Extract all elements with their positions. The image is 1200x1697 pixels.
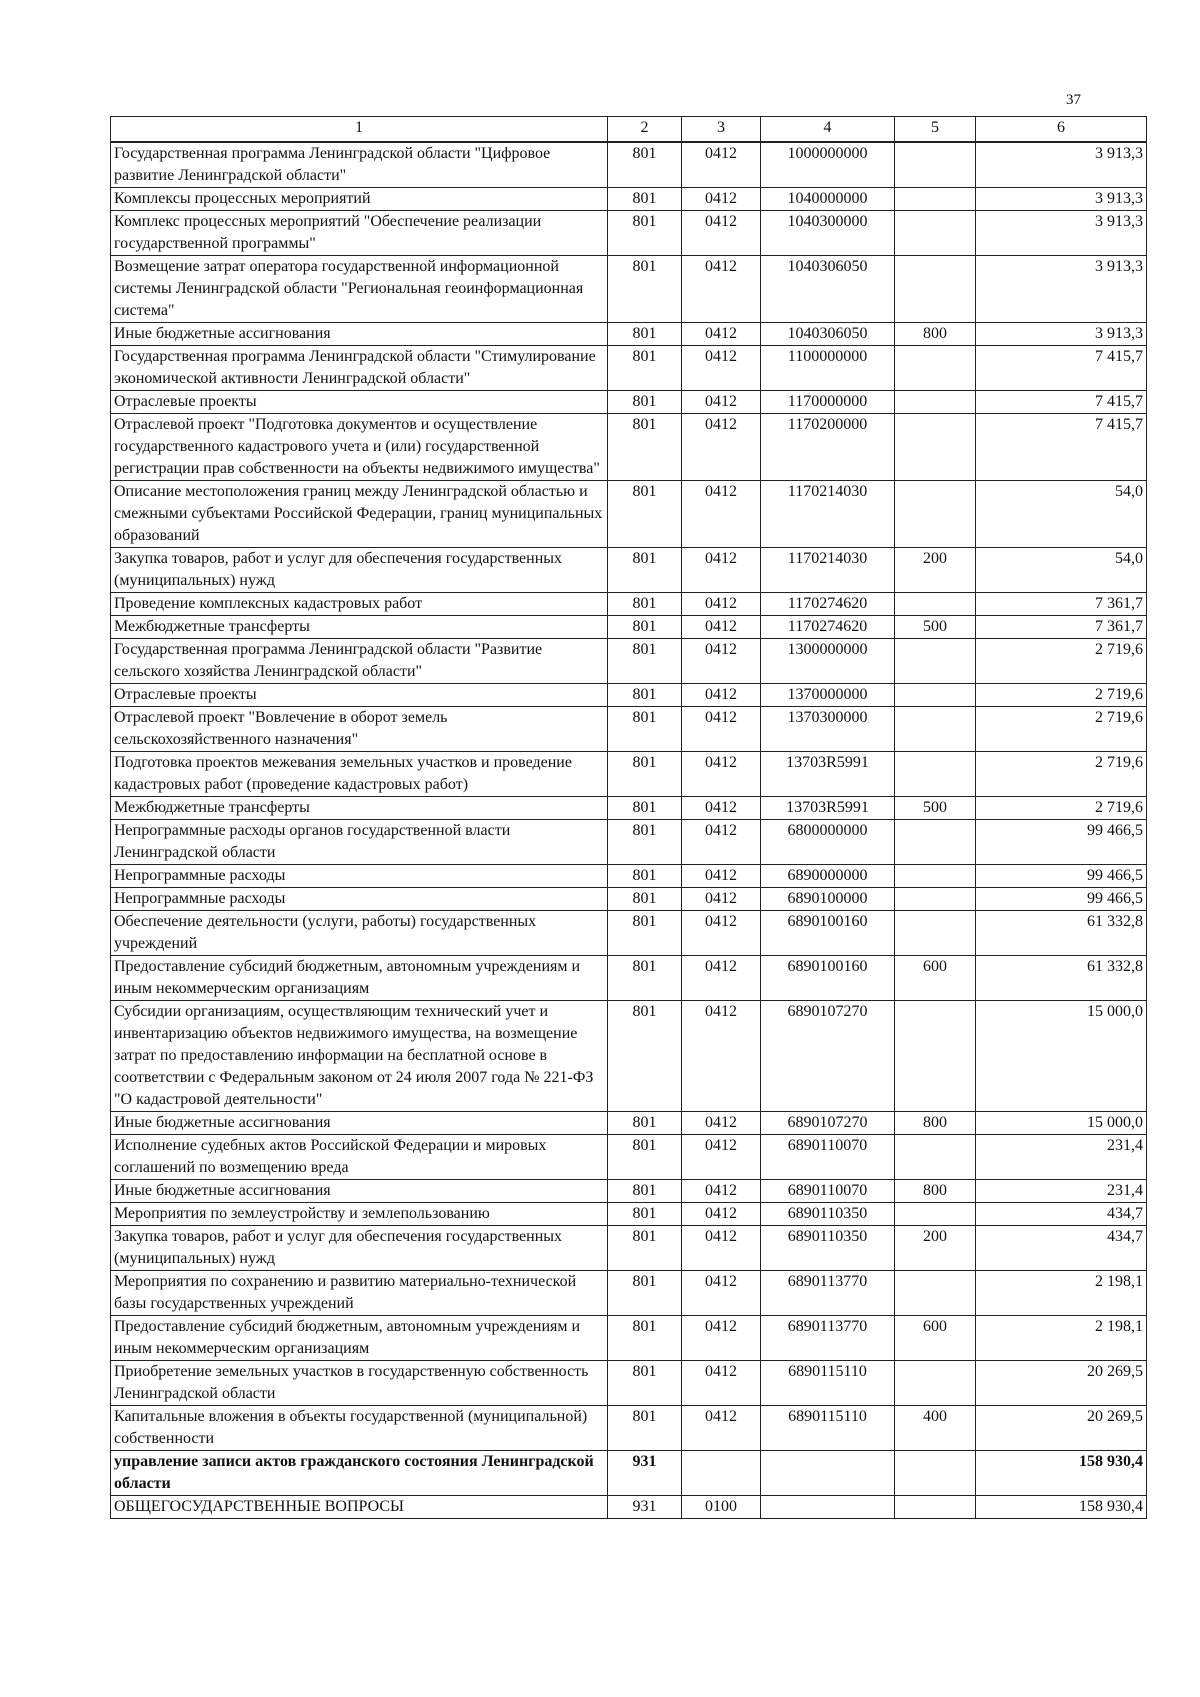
target-article-cell: 1370000000 xyxy=(761,684,895,707)
section-code-cell: 0412 xyxy=(682,888,761,911)
ministry-code-cell: 801 xyxy=(608,1203,682,1226)
target-article-cell xyxy=(761,1496,895,1519)
table-row xyxy=(111,142,1147,188)
section-code-cell: 0412 xyxy=(682,865,761,888)
expense-type-cell xyxy=(895,1203,976,1226)
ministry-code-cell: 801 xyxy=(608,1361,682,1406)
amount-cell: 231,4 xyxy=(976,1180,1147,1203)
ministry-code-cell: 801 xyxy=(608,616,682,639)
column-header: 6 xyxy=(976,117,1147,143)
table-row xyxy=(111,1001,1147,1112)
target-article-cell xyxy=(761,1451,895,1496)
item-name-cell: Межбюджетные трансферты xyxy=(111,797,608,820)
expense-type-cell xyxy=(895,142,976,188)
expense-type-cell xyxy=(895,188,976,211)
section-code-cell xyxy=(682,1451,761,1496)
expense-type-cell: 500 xyxy=(895,616,976,639)
section-code-cell: 0412 xyxy=(682,188,761,211)
ministry-code-cell: 801 xyxy=(608,1112,682,1135)
table-row xyxy=(111,888,1147,911)
expense-type-cell xyxy=(895,1001,976,1112)
table-row xyxy=(111,323,1147,346)
item-name-cell: Непрограммные расходы xyxy=(111,865,608,888)
target-article-cell: 1040306050 xyxy=(761,256,895,323)
item-name-cell: Иные бюджетные ассигнования xyxy=(111,1112,608,1135)
amount-cell: 20 269,5 xyxy=(976,1361,1147,1406)
section-code-cell: 0412 xyxy=(682,820,761,865)
item-name-cell: Исполнение судебных актов Российской Федерации и мировых соглашений по возмещению вреда xyxy=(111,1135,608,1180)
expense-type-cell xyxy=(895,391,976,414)
item-name-cell: Иные бюджетные ассигнования xyxy=(111,1180,608,1203)
item-name-cell: Комплексы процессных мероприятий xyxy=(111,188,608,211)
item-name-cell: Непрограммные расходы xyxy=(111,888,608,911)
expense-type-cell xyxy=(895,752,976,797)
target-article-cell: 6890100160 xyxy=(761,956,895,1001)
target-article-cell: 1100000000 xyxy=(761,346,895,391)
ministry-code-cell: 801 xyxy=(608,593,682,616)
ministry-code-cell: 801 xyxy=(608,346,682,391)
ministry-code-cell: 801 xyxy=(608,1135,682,1180)
expense-type-cell: 500 xyxy=(895,797,976,820)
item-name-cell: Субсидии организациям, осуществляющим технический учет и инвентаризацию объектов недвижимого имущества, на возмещение затрат по предоставлению информации на бесплатной основе в соответствии с Федеральным законом от 24 июля 2007 года № 221-ФЗ "О кадастровой деятельности" xyxy=(111,1001,608,1112)
expense-type-cell: 800 xyxy=(895,1112,976,1135)
section-code-cell: 0412 xyxy=(682,548,761,593)
expense-type-cell: 800 xyxy=(895,1180,976,1203)
table-row xyxy=(111,1451,1147,1496)
ministry-code-cell: 801 xyxy=(608,481,682,548)
amount-cell: 54,0 xyxy=(976,548,1147,593)
section-code-cell: 0412 xyxy=(682,1180,761,1203)
amount-cell: 61 332,8 xyxy=(976,956,1147,1001)
target-article-cell: 6890107270 xyxy=(761,1112,895,1135)
item-name-cell: Иные бюджетные ассигнования xyxy=(111,323,608,346)
target-article-cell: 1170200000 xyxy=(761,414,895,481)
target-article-cell: 1170214030 xyxy=(761,481,895,548)
amount-cell: 2 719,6 xyxy=(976,639,1147,684)
amount-cell: 99 466,5 xyxy=(976,888,1147,911)
target-article-cell: 6890115110 xyxy=(761,1361,895,1406)
expense-type-cell xyxy=(895,346,976,391)
section-code-cell: 0412 xyxy=(682,1361,761,1406)
table-row xyxy=(111,1203,1147,1226)
item-name-cell: Предоставление субсидий бюджетным, автономным учреждениям и иным некоммерческим организациям xyxy=(111,1316,608,1361)
ministry-code-cell: 801 xyxy=(608,323,682,346)
amount-cell: 434,7 xyxy=(976,1226,1147,1271)
table-row xyxy=(111,865,1147,888)
target-article-cell: 6890110350 xyxy=(761,1203,895,1226)
expense-type-cell xyxy=(895,256,976,323)
expense-type-cell xyxy=(895,593,976,616)
expense-type-cell xyxy=(895,888,976,911)
page-number: 37 xyxy=(1066,92,1081,108)
target-article-cell: 1040300000 xyxy=(761,211,895,256)
expense-type-cell xyxy=(895,481,976,548)
amount-cell: 7 361,7 xyxy=(976,616,1147,639)
target-article-cell: 1170274620 xyxy=(761,616,895,639)
ministry-code-cell: 801 xyxy=(608,820,682,865)
ministry-code-cell: 801 xyxy=(608,211,682,256)
table-body xyxy=(111,142,1147,1519)
ministry-code-cell: 801 xyxy=(608,639,682,684)
expense-type-cell xyxy=(895,911,976,956)
target-article-cell: 6800000000 xyxy=(761,820,895,865)
ministry-code-cell: 801 xyxy=(608,1271,682,1316)
section-code-cell: 0412 xyxy=(682,1112,761,1135)
item-name-cell: Непрограммные расходы органов государственной власти Ленинградской области xyxy=(111,820,608,865)
amount-cell: 15 000,0 xyxy=(976,1112,1147,1135)
ministry-code-cell: 801 xyxy=(608,1001,682,1112)
section-code-cell: 0412 xyxy=(682,616,761,639)
section-code-cell: 0412 xyxy=(682,752,761,797)
item-name-cell: Капитальные вложения в объекты государственной (муниципальной) собственности xyxy=(111,1406,608,1451)
amount-cell: 434,7 xyxy=(976,1203,1147,1226)
target-article-cell: 6890110350 xyxy=(761,1226,895,1271)
item-name-cell: Межбюджетные трансферты xyxy=(111,616,608,639)
expense-type-cell xyxy=(895,414,976,481)
amount-cell: 2 719,6 xyxy=(976,707,1147,752)
target-article-cell: 1040306050 xyxy=(761,323,895,346)
item-name-cell: Государственная программа Ленинградской области "Цифровое развитие Ленинградской области" xyxy=(111,142,608,188)
section-code-cell: 0412 xyxy=(682,391,761,414)
amount-cell: 2 719,6 xyxy=(976,797,1147,820)
amount-cell: 3 913,3 xyxy=(976,142,1147,188)
ministry-code-cell: 801 xyxy=(608,1226,682,1271)
amount-cell: 7 415,7 xyxy=(976,391,1147,414)
table-row xyxy=(111,616,1147,639)
ministry-code-cell: 801 xyxy=(608,797,682,820)
amount-cell: 3 913,3 xyxy=(976,256,1147,323)
table-row xyxy=(111,1180,1147,1203)
expense-type-cell xyxy=(895,1496,976,1519)
item-name-cell: Возмещение затрат оператора государственной информационной системы Ленинградской области "Региональная геоинформационная система" xyxy=(111,256,608,323)
table-row xyxy=(111,1496,1147,1519)
item-name-cell: Закупка товаров, работ и услуг для обеспечения государственных (муниципальных) нужд xyxy=(111,1226,608,1271)
table-row xyxy=(111,956,1147,1001)
table-row xyxy=(111,548,1147,593)
item-name-cell: Закупка товаров, работ и услуг для обеспечения государственных (муниципальных) нужд xyxy=(111,548,608,593)
ministry-code-cell: 801 xyxy=(608,865,682,888)
section-code-cell: 0412 xyxy=(682,639,761,684)
section-code-cell: 0412 xyxy=(682,142,761,188)
expense-type-cell xyxy=(895,1361,976,1406)
target-article-cell: 13703R5991 xyxy=(761,797,895,820)
ministry-code-cell: 801 xyxy=(608,391,682,414)
section-code-cell: 0412 xyxy=(682,1316,761,1361)
table-row xyxy=(111,707,1147,752)
amount-cell: 2 198,1 xyxy=(976,1271,1147,1316)
item-name-cell: Предоставление субсидий бюджетным, автономным учреждениям и иным некоммерческим организациям xyxy=(111,956,608,1001)
target-article-cell: 1170000000 xyxy=(761,391,895,414)
section-code-cell: 0412 xyxy=(682,684,761,707)
amount-cell: 158 930,4 xyxy=(976,1451,1147,1496)
table-row xyxy=(111,752,1147,797)
section-code-cell: 0412 xyxy=(682,956,761,1001)
section-code-cell: 0412 xyxy=(682,481,761,548)
section-code-cell: 0100 xyxy=(682,1496,761,1519)
amount-cell: 3 913,3 xyxy=(976,211,1147,256)
table-row xyxy=(111,211,1147,256)
item-name-cell: Подготовка проектов межевания земельных участков и проведение кадастровых работ (проведение кадастровых работ) xyxy=(111,752,608,797)
table-row xyxy=(111,1271,1147,1316)
column-header: 5 xyxy=(895,117,976,143)
item-name-cell: Отраслевые проекты xyxy=(111,684,608,707)
item-name-cell: ОБЩЕГОСУДАРСТВЕННЫЕ ВОПРОСЫ xyxy=(111,1496,608,1519)
amount-cell: 99 466,5 xyxy=(976,865,1147,888)
expense-type-cell: 400 xyxy=(895,1406,976,1451)
amount-cell: 2 198,1 xyxy=(976,1316,1147,1361)
column-header: 4 xyxy=(761,117,895,143)
section-code-cell: 0412 xyxy=(682,414,761,481)
target-article-cell: 1300000000 xyxy=(761,639,895,684)
ministry-code-cell: 801 xyxy=(608,1180,682,1203)
section-code-cell: 0412 xyxy=(682,1135,761,1180)
item-name-cell: управление записи актов гражданского состояния Ленинградской области xyxy=(111,1451,608,1496)
expense-type-cell xyxy=(895,1135,976,1180)
header-row xyxy=(111,117,1147,143)
expense-type-cell: 200 xyxy=(895,1226,976,1271)
section-code-cell: 0412 xyxy=(682,1001,761,1112)
amount-cell: 7 415,7 xyxy=(976,414,1147,481)
amount-cell: 54,0 xyxy=(976,481,1147,548)
expense-type-cell: 800 xyxy=(895,323,976,346)
table-row xyxy=(111,911,1147,956)
section-code-cell: 0412 xyxy=(682,346,761,391)
target-article-cell: 6890107270 xyxy=(761,1001,895,1112)
target-article-cell: 1370300000 xyxy=(761,707,895,752)
target-article-cell: 6890110070 xyxy=(761,1135,895,1180)
expense-type-cell xyxy=(895,820,976,865)
target-article-cell: 6890115110 xyxy=(761,1406,895,1451)
ministry-code-cell: 801 xyxy=(608,1406,682,1451)
table-row xyxy=(111,684,1147,707)
amount-cell: 158 930,4 xyxy=(976,1496,1147,1519)
amount-cell: 3 913,3 xyxy=(976,323,1147,346)
expense-type-cell: 600 xyxy=(895,956,976,1001)
item-name-cell: Отраслевой проект "Подготовка документов и осуществление государственного кадастрового учета и (или) государственной регистрации прав собственности на объекты недвижимого имущества" xyxy=(111,414,608,481)
table-row xyxy=(111,1112,1147,1135)
ministry-code-cell: 801 xyxy=(608,548,682,593)
amount-cell: 61 332,8 xyxy=(976,911,1147,956)
expense-type-cell xyxy=(895,211,976,256)
item-name-cell: Проведение комплексных кадастровых работ xyxy=(111,593,608,616)
target-article-cell: 1040000000 xyxy=(761,188,895,211)
ministry-code-cell: 801 xyxy=(608,752,682,797)
table-row xyxy=(111,256,1147,323)
ministry-code-cell: 801 xyxy=(608,188,682,211)
expense-type-cell: 600 xyxy=(895,1316,976,1361)
amount-cell: 99 466,5 xyxy=(976,820,1147,865)
section-code-cell: 0412 xyxy=(682,323,761,346)
column-header: 1 xyxy=(111,117,608,143)
ministry-code-cell: 801 xyxy=(608,707,682,752)
ministry-code-cell: 801 xyxy=(608,142,682,188)
section-code-cell: 0412 xyxy=(682,256,761,323)
target-article-cell: 1170274620 xyxy=(761,593,895,616)
target-article-cell: 6890110070 xyxy=(761,1180,895,1203)
expense-type-cell xyxy=(895,707,976,752)
table-row xyxy=(111,593,1147,616)
target-article-cell: 6890113770 xyxy=(761,1316,895,1361)
target-article-cell: 6890100000 xyxy=(761,888,895,911)
target-article-cell: 1000000000 xyxy=(761,142,895,188)
item-name-cell: Государственная программа Ленинградской области "Развитие сельского хозяйства Ленинградской области" xyxy=(111,639,608,684)
table-row xyxy=(111,346,1147,391)
target-article-cell: 6890113770 xyxy=(761,1271,895,1316)
ministry-code-cell: 801 xyxy=(608,684,682,707)
amount-cell: 2 719,6 xyxy=(976,752,1147,797)
section-code-cell: 0412 xyxy=(682,707,761,752)
amount-cell: 7 415,7 xyxy=(976,346,1147,391)
table-row xyxy=(111,188,1147,211)
table-row xyxy=(111,797,1147,820)
table-row xyxy=(111,1316,1147,1361)
column-header: 2 xyxy=(608,117,682,143)
expense-type-cell xyxy=(895,639,976,684)
table-row xyxy=(111,414,1147,481)
target-article-cell: 6890000000 xyxy=(761,865,895,888)
target-article-cell: 13703R5991 xyxy=(761,752,895,797)
expense-type-cell xyxy=(895,1271,976,1316)
item-name-cell: Мероприятия по сохранению и развитию материально-технической базы государственных учреждений xyxy=(111,1271,608,1316)
budget-table xyxy=(110,116,1147,1519)
section-code-cell: 0412 xyxy=(682,211,761,256)
item-name-cell: Отраслевой проект "Вовлечение в оборот земель сельскохозяйственного назначения" xyxy=(111,707,608,752)
ministry-code-cell: 801 xyxy=(608,956,682,1001)
item-name-cell: Мероприятия по землеустройству и землепользованию xyxy=(111,1203,608,1226)
table-row xyxy=(111,639,1147,684)
target-article-cell: 6890100160 xyxy=(761,911,895,956)
amount-cell: 3 913,3 xyxy=(976,188,1147,211)
table-row xyxy=(111,1406,1147,1451)
section-code-cell: 0412 xyxy=(682,1406,761,1451)
expense-type-cell xyxy=(895,865,976,888)
item-name-cell: Государственная программа Ленинградской области "Стимулирование экономической активности Ленинградской области" xyxy=(111,346,608,391)
table-row xyxy=(111,1226,1147,1271)
column-header: 3 xyxy=(682,117,761,143)
table-row xyxy=(111,1135,1147,1180)
amount-cell: 231,4 xyxy=(976,1135,1147,1180)
item-name-cell: Приобретение земельных участков в государственную собственность Ленинградской области xyxy=(111,1361,608,1406)
section-code-cell: 0412 xyxy=(682,797,761,820)
ministry-code-cell: 931 xyxy=(608,1451,682,1496)
ministry-code-cell: 801 xyxy=(608,911,682,956)
table-row xyxy=(111,1361,1147,1406)
amount-cell: 7 361,7 xyxy=(976,593,1147,616)
table-row xyxy=(111,481,1147,548)
section-code-cell: 0412 xyxy=(682,1203,761,1226)
table-row xyxy=(111,391,1147,414)
section-code-cell: 0412 xyxy=(682,593,761,616)
section-code-cell: 0412 xyxy=(682,1271,761,1316)
expense-type-cell xyxy=(895,684,976,707)
item-name-cell: Отраслевые проекты xyxy=(111,391,608,414)
amount-cell: 2 719,6 xyxy=(976,684,1147,707)
ministry-code-cell: 801 xyxy=(608,888,682,911)
amount-cell: 20 269,5 xyxy=(976,1406,1147,1451)
ministry-code-cell: 931 xyxy=(608,1496,682,1519)
item-name-cell: Описание местоположения границ между Ленинградской областью и смежными субъектами Российской Федерации, границ муниципальных образований xyxy=(111,481,608,548)
amount-cell: 15 000,0 xyxy=(976,1001,1147,1112)
table-row xyxy=(111,820,1147,865)
ministry-code-cell: 801 xyxy=(608,414,682,481)
item-name-cell: Обеспечение деятельности (услуги, работы) государственных учреждений xyxy=(111,911,608,956)
section-code-cell: 0412 xyxy=(682,1226,761,1271)
expense-type-cell: 200 xyxy=(895,548,976,593)
section-code-cell: 0412 xyxy=(682,911,761,956)
ministry-code-cell: 801 xyxy=(608,256,682,323)
target-article-cell: 1170214030 xyxy=(761,548,895,593)
expense-type-cell xyxy=(895,1451,976,1496)
item-name-cell: Комплекс процессных мероприятий "Обеспечение реализации государственной программы" xyxy=(111,211,608,256)
ministry-code-cell: 801 xyxy=(608,1316,682,1361)
